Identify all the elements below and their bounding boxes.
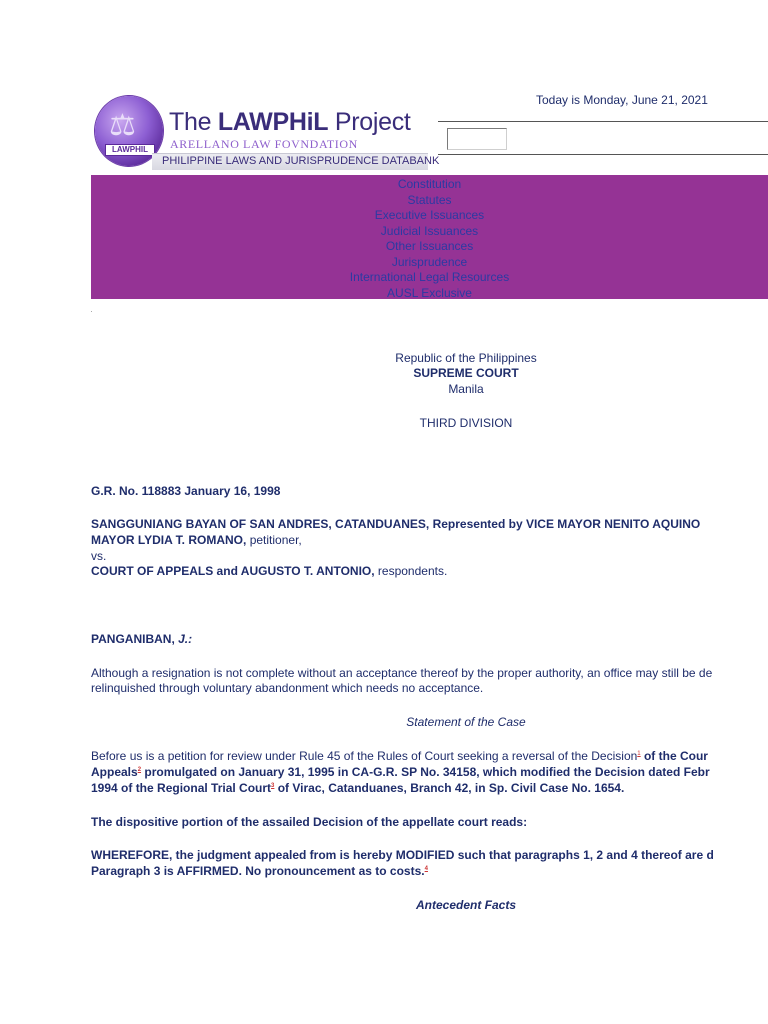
nav-item-executive-issuances[interactable]: Executive Issuances [374, 208, 485, 222]
nav-item-international-legal-resources[interactable]: International Legal Resources [349, 270, 510, 284]
court-heading: SUPREME COURT [413, 366, 519, 380]
respondent-line: COURT OF APPEALS and AUGUSTO T. ANTONIO, respondents. [91, 564, 448, 578]
ponente: PANGANIBAN, J.: [91, 632, 193, 646]
logo-subtitle: ARELLANO LAW FOVNDATION [170, 137, 358, 151]
header-divider-top [438, 121, 768, 122]
heading-antecedent-facts: Antecedent Facts [415, 898, 517, 912]
header-divider-bottom [438, 154, 768, 155]
nav-item-other-issuances[interactable]: Other Issuances [385, 239, 474, 253]
dispositive-intro: The dispositive portion of the assailed Decision of the appellate court reads: [91, 815, 528, 829]
logo-badge: LAWPHIL [105, 144, 155, 156]
city-heading: Manila [448, 382, 484, 396]
intro-line-1: Although a resignation is not complete without an acceptance thereof by the proper authority, an office may still be de [91, 666, 713, 680]
logo-strip: PHILIPPINE LAWS AND JURISPRUDENCE DATABANK [152, 153, 428, 170]
wherefore-line-1: WHEREFORE, the judgment appealed from is hereby MODIFIED such that paragraphs 1, 2 and 4 thereof are d [91, 848, 714, 862]
heading-statement-of-case: Statement of the Case [406, 715, 526, 729]
petitioner-line-2: MAYOR LYDIA T. ROMANO, petitioner, [91, 533, 302, 547]
logo-title: The LAWPHiL Project [169, 108, 411, 136]
nav-item-statutes[interactable]: Statutes [407, 192, 452, 207]
footnote-3-link[interactable]: 3 [271, 783, 275, 789]
main-nav [91, 175, 768, 299]
lawphil-logo[interactable] [92, 94, 440, 174]
republic-heading: Republic of the Philippines [395, 351, 537, 365]
scales-glyph: ⚖ [109, 109, 136, 142]
intro-line-2: relinquished through voluntary abandonment which needs no acceptance. [91, 681, 484, 695]
nav-item-ausl-exclusive[interactable]: AUSL Exclusive [387, 285, 472, 300]
nav-item-judicial-issuances[interactable]: Judicial Issuances [380, 223, 479, 238]
versus: vs. [91, 549, 107, 563]
nav-item-constitution[interactable]: Constitution [397, 177, 462, 191]
case-line-1: Before us is a petition for review under Rule 45 of the Rules of Court seeking a reversal of the Decision$^1$ of the Cour [91, 749, 708, 763]
separator-dot [91, 311, 92, 312]
search-input[interactable] [447, 128, 507, 150]
case-line-2: Appeals$^2$ promulgated on January 31, 1995 in CA-G.R. SP No. 34158, which modified the Decision dated Febr [91, 765, 710, 779]
nav-item-jurisprudence[interactable]: Jurisprudence [391, 254, 468, 269]
gr-number: G.R. No. 118883 January 16, 1998 [91, 484, 281, 498]
today-date: Today is Monday, June 21, 2021 [536, 93, 708, 107]
footnote-1-link[interactable]: 1 [637, 751, 641, 757]
case-line-3: 1994 of the Regional Trial Court$^3$ of Virac, Catanduanes, Branch 42, in Sp. Civil Case No. 1654. [91, 781, 625, 795]
division-heading: THIRD DIVISION [419, 416, 513, 430]
petitioner-line-1: SANGGUNIANG BAYAN OF SAN ANDRES, CATANDUANES, Represented by VICE MAYOR NENITO AQUINO [91, 517, 701, 531]
footnote-2-link[interactable]: 2 [137, 767, 142, 773]
footnote-4-link[interactable]: 4 [424, 866, 428, 872]
wherefore-line-2: Paragraph 3 is AFFIRMED. No pronouncement as to costs.$^4$ [91, 864, 428, 878]
